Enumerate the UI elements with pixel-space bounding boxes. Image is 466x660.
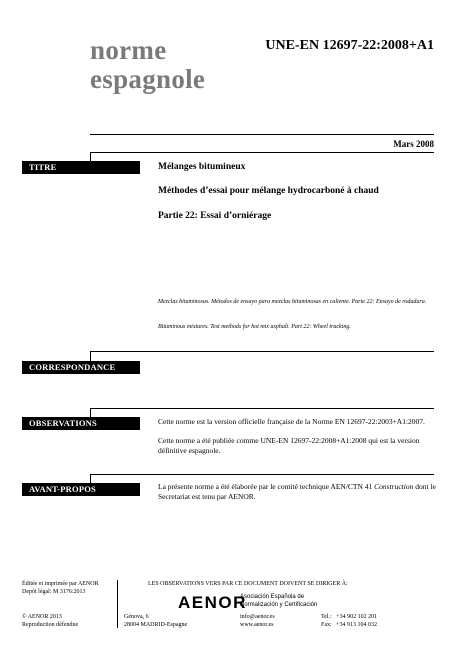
observations-paragraph-1: Cette norme est la version officielle française de la Norme EN 12697-22:2003+A1:2007. xyxy=(158,417,425,426)
aenor-org-line-2: Normalización y Certificación xyxy=(240,601,318,608)
correspondance-label: CORRESPONDANCE xyxy=(22,361,140,374)
footer-email: info@aenor.es xyxy=(240,614,275,620)
footer-address xyxy=(124,613,187,629)
avant-propos-paragraph xyxy=(158,482,436,502)
avant-propos-text-1: La présente norme a été élaborée par le comité technique AEN/CTN 41 xyxy=(158,482,375,491)
footer-telephone: Tel.: +34 902 102 201 xyxy=(321,614,378,620)
avant-propos-text-2: dont le Secretariat est tenu par AENOR. xyxy=(158,482,436,501)
footer-contact-online xyxy=(240,613,275,629)
aenor-logo: AENOR xyxy=(178,593,247,612)
footer-legal-deposit: Depôt légal: M 3176:2013 xyxy=(22,589,86,595)
observations-paragraph-2: Cette norme a été publiée comme UNE-EN 12697-22:2008+A1:2008 qui est la version définitive espagnole. xyxy=(158,436,420,455)
aenor-org-line-1: Asociación Española de xyxy=(240,594,305,600)
title-english: Bituminous mixtures. Test methods for hot mix asphalt. Part 22: Wheel tracking. xyxy=(158,324,351,330)
title-line-1: Mélanges bitumineux xyxy=(158,162,246,172)
header-rule xyxy=(90,134,434,135)
footer-rights xyxy=(22,613,78,629)
footer-fax: Fax: +34 913 104 032 xyxy=(321,622,378,628)
footer-website: www.aenor.es xyxy=(240,622,274,628)
footer-notice: LES OBSERVATIONS VERS PAR CE DOCUMENT DOIVENT SE DIRIGER À: xyxy=(148,581,348,587)
avant-propos-label: AVANT-PROPOS xyxy=(22,483,140,496)
footer-copyright: © AENOR 2013 xyxy=(22,614,62,620)
title-spanish: Mezclas bituminosas. Métodos de ensayo para mezclas bituminosas en caliente. Parte 22: Ensayo de rodadura. xyxy=(158,299,427,305)
standard-code: UNE-EN 12697-22:2008+A1 xyxy=(265,38,434,53)
footer-divider xyxy=(117,580,118,628)
footer-contact-phone xyxy=(321,613,377,629)
footer-edited: Éditée et imprimée par AENOR xyxy=(22,581,99,587)
brand-line-1: norme xyxy=(90,35,167,65)
observations-rule xyxy=(90,408,434,409)
footer-publisher xyxy=(22,580,99,596)
footer-address-street: Génova, 6 xyxy=(124,614,149,620)
titre-rule xyxy=(90,152,434,153)
correspondance-rule xyxy=(90,351,434,352)
aenor-org-name xyxy=(240,594,317,609)
title-line-3: Partie 22: Essai d’orniérage xyxy=(158,211,272,221)
title-line-2: Méthodes d’essai pour mélange hydrocarboné à chaud xyxy=(158,186,379,196)
footer-address-city: 28004 MADRID-Espagne xyxy=(124,622,188,628)
footer-reproduction: Reproduction défendue xyxy=(22,622,79,628)
avant-propos-rule xyxy=(90,474,434,475)
brand-line-2: espagnole xyxy=(90,64,206,94)
brand-title xyxy=(90,36,205,94)
titre-label: TITRE xyxy=(22,161,140,174)
publication-date: Mars 2008 xyxy=(393,139,434,149)
observations-label: OBSERVATIONS xyxy=(22,417,140,430)
avant-propos-committee-name: Construction xyxy=(374,482,414,491)
